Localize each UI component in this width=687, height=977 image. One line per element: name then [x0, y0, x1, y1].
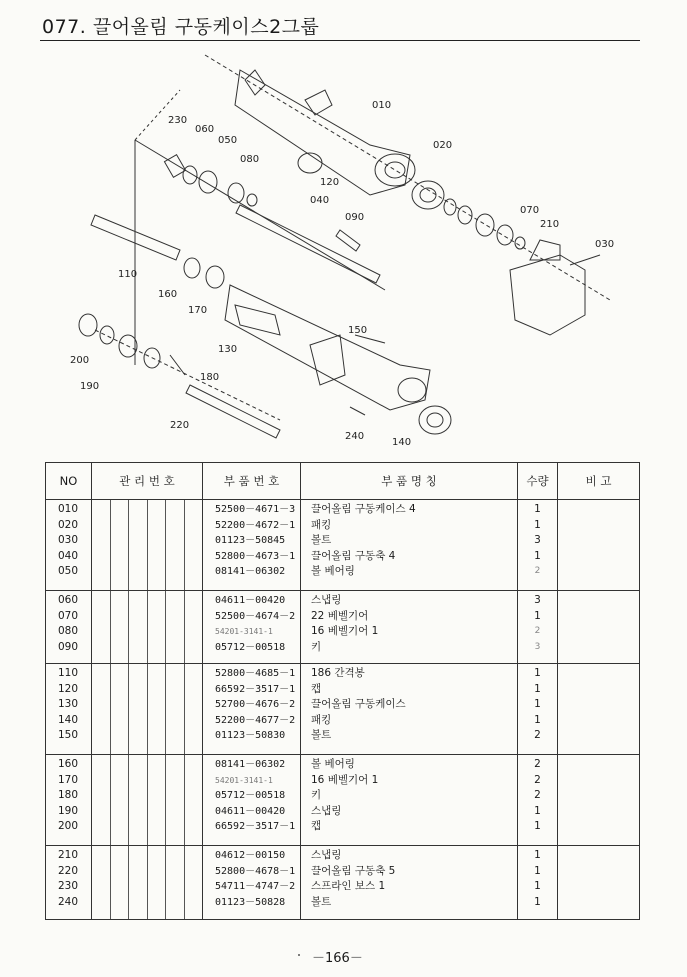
- cell-no-value: 170: [58, 773, 79, 786]
- cell-no-value: 030: [58, 534, 79, 546]
- cell-mgmt: [92, 500, 203, 591]
- cell-no-value: 050: [58, 565, 79, 577]
- cell-qty-value: 2: [534, 729, 541, 742]
- callout-040: 040: [310, 195, 330, 206]
- cell-mgmt: [92, 755, 203, 846]
- cell-qty-value: 1: [534, 895, 541, 908]
- cell-qty-value: 2: [534, 789, 541, 802]
- cell-part-name: [301, 664, 518, 755]
- cell-part-name-value: 16 베벨기어 1: [311, 625, 379, 637]
- callout-120: 120: [320, 177, 340, 188]
- cell-no-value: 110: [58, 667, 79, 680]
- title-rule: [40, 40, 640, 41]
- cell-part-number-value: 52700－4676－2: [215, 699, 296, 711]
- cell-qty: [518, 846, 558, 920]
- cell-part-number: [203, 846, 301, 920]
- cell-part-number-value: 05712－00518: [215, 790, 286, 802]
- table-row-group: [46, 500, 640, 591]
- table-row-group: [46, 755, 640, 846]
- callout-030: 030: [595, 239, 615, 250]
- cell-part-number: [203, 755, 301, 846]
- cell-no-value: 160: [58, 758, 79, 771]
- cell-qty-value: 1: [534, 682, 541, 695]
- cell-part-number-value: 66592－3517－1: [215, 683, 296, 695]
- cell-qty-value: 1: [534, 518, 541, 531]
- callout-160: 160: [158, 289, 178, 300]
- callout-080: 080: [240, 154, 260, 165]
- cell-part-name-value: 스냅링: [311, 804, 342, 817]
- header-remark: 비 고: [558, 463, 640, 500]
- header-no: NO: [46, 463, 92, 500]
- page-title: 077. 끌어올림 구동케이스2그룹: [42, 16, 320, 38]
- cell-no-value: 230: [58, 880, 79, 893]
- cell-no-value: 020: [58, 518, 79, 531]
- callout-060: 060: [195, 124, 215, 135]
- cell-part-number-value: 08141－06302: [215, 759, 286, 771]
- cell-part-number-value: 52200－4672－1: [215, 519, 296, 531]
- cell-qty-value: 1: [534, 503, 541, 515]
- callout-140: 140: [392, 437, 412, 448]
- cell-remark: [558, 755, 640, 846]
- callout-010: 010: [372, 100, 392, 111]
- cell-no: [46, 664, 92, 755]
- cell-qty-value: 2: [534, 758, 541, 771]
- cell-part-number: [203, 591, 301, 664]
- callout-230: 230: [168, 115, 188, 126]
- cell-part-name-value: 186 간격봉: [311, 667, 365, 680]
- cell-no-value: 240: [58, 895, 79, 908]
- parts-table: [45, 462, 640, 920]
- callout-200: 200: [70, 355, 90, 366]
- cell-part-name-value: 패킹: [311, 713, 332, 726]
- cell-qty-value: 1: [534, 713, 541, 726]
- cell-no-value: 200: [58, 820, 79, 833]
- cell-part-number-value: 52200－4677－2: [215, 714, 296, 726]
- cell-no: [46, 755, 92, 846]
- header-mgmt: 관 리 번 호: [92, 463, 203, 500]
- cell-qty: [518, 591, 558, 664]
- header-part-name: 부 품 명 칭: [301, 463, 518, 500]
- callout-240: 240: [345, 431, 365, 442]
- cell-part-name-value: 볼 베어링: [311, 758, 355, 771]
- cell-no-value: 220: [58, 864, 79, 877]
- cell-no-value: 070: [58, 609, 79, 622]
- cell-qty-value: 1: [534, 820, 541, 833]
- callout-110: 110: [118, 269, 138, 280]
- cell-part-number-value: 04611－00420: [215, 595, 286, 606]
- cell-part-name-value: 볼 베어링: [311, 565, 355, 577]
- cell-part-name-value: 캡: [311, 820, 322, 833]
- cell-no-value: 140: [58, 713, 79, 726]
- table-row-group: [46, 591, 640, 664]
- scan-dot: [298, 954, 300, 956]
- cell-part-number-value: 66592－3517－1: [215, 821, 296, 833]
- table-row-group: [46, 664, 640, 755]
- cell-qty: [518, 500, 558, 591]
- cell-part-number-value: 54711－4747－2: [215, 881, 296, 893]
- callout-150: 150: [348, 325, 368, 336]
- cell-no-value: 080: [58, 625, 79, 637]
- cell-qty: [518, 755, 558, 846]
- cell-part-number-value: 52800－4678－1: [215, 865, 296, 877]
- cell-part-number-value: 01123－50828: [215, 896, 286, 908]
- cell-part-number-value: 04612－00150: [215, 850, 286, 862]
- cell-remark: [558, 591, 640, 664]
- diagram-callouts: [70, 100, 614, 448]
- cell-no-value: 120: [58, 682, 79, 695]
- cell-no-value: 150: [58, 729, 79, 742]
- cell-part-number-value: 52500－4671－3: [215, 504, 296, 515]
- cell-part-number: [203, 664, 301, 755]
- cell-qty-value: 2: [534, 566, 541, 576]
- cell-part-name: [301, 500, 518, 591]
- cell-no: [46, 846, 92, 920]
- cell-part-name-value: 끌어올림 구동축 4: [311, 549, 396, 562]
- callout-190: 190: [80, 381, 100, 392]
- cell-part-name-value: 끌어올림 구동케이스 4: [311, 503, 416, 515]
- cell-remark: [558, 500, 640, 591]
- cell-no-value: 060: [58, 594, 79, 606]
- callout-180: 180: [200, 372, 220, 383]
- callout-070: 070: [520, 205, 540, 216]
- cell-part-name: [301, 755, 518, 846]
- cell-no-value: 180: [58, 789, 79, 802]
- cell-part-name-value: 키: [311, 789, 322, 802]
- cell-part-name-value: 볼트: [311, 895, 332, 908]
- cell-no-value: 190: [58, 804, 79, 817]
- cell-qty-value: 3: [534, 534, 541, 546]
- cell-part-name-value: 끌어올림 구동케이스: [311, 698, 406, 711]
- cell-no-value: 010: [58, 503, 79, 515]
- cell-part-number-value: 01123－50830: [215, 730, 286, 742]
- table-header-row: [46, 463, 640, 500]
- cell-no-value: 090: [58, 640, 79, 653]
- callout-050: 050: [218, 135, 238, 146]
- cell-qty-value: 3: [534, 641, 541, 652]
- cell-part-name-value: 볼트: [311, 729, 332, 742]
- cell-qty-value: 1: [534, 849, 541, 862]
- cell-qty-value: 1: [534, 609, 541, 622]
- cell-mgmt: [92, 846, 203, 920]
- cell-part-name: [301, 846, 518, 920]
- cell-mgmt: [92, 591, 203, 664]
- callout-090: 090: [345, 212, 365, 223]
- mgmt-subcolumns: [92, 500, 202, 590]
- cell-part-number-value: 01123－50845: [215, 535, 286, 546]
- cell-qty-value: 1: [534, 698, 541, 711]
- cell-mgmt: [92, 664, 203, 755]
- cell-qty-value: 1: [534, 880, 541, 893]
- callout-020: 020: [433, 140, 453, 151]
- cell-no: [46, 591, 92, 664]
- cell-qty-value: 1: [534, 864, 541, 877]
- cell-part-number-value: 52800－4685－1: [215, 668, 296, 680]
- table-row-group: [46, 846, 640, 920]
- cell-qty-value: 2: [534, 773, 541, 786]
- cell-part-number-value: 05712－00518: [215, 641, 286, 653]
- mgmt-subcolumns: [92, 846, 202, 919]
- callout-220: 220: [170, 420, 190, 431]
- mgmt-subcolumns: [92, 664, 202, 754]
- cell-qty-value: 2: [534, 626, 541, 636]
- cell-qty-value: 1: [534, 549, 541, 562]
- cell-part-number-value: 52500－4674－2: [215, 610, 296, 622]
- cell-no-value: 210: [58, 849, 79, 862]
- cell-part-name-value: 스프라인 보스 1: [311, 880, 386, 893]
- cell-part-name-value: 캡: [311, 682, 322, 695]
- cell-part-number: [203, 500, 301, 591]
- cell-qty-value: 1: [534, 667, 541, 680]
- cell-part-number-value: 04611－00420: [215, 805, 286, 817]
- cell-part-name-value: 끌어올림 구동축 5: [311, 864, 396, 877]
- cell-qty-value: 1: [534, 804, 541, 817]
- cell-part-name-value: 볼트: [311, 534, 332, 546]
- header-part-number: 부 품 번 호: [203, 463, 301, 500]
- cell-no: [46, 500, 92, 591]
- cell-part-name-value: 스냅링: [311, 849, 342, 862]
- cell-part-number-value: 08141－06302: [215, 566, 286, 577]
- callout-210: 210: [540, 219, 560, 230]
- cell-part-name-value: 16 베벨기어 1: [311, 773, 379, 786]
- cell-part-name: [301, 591, 518, 664]
- cell-no-value: 130: [58, 698, 79, 711]
- cell-remark: [558, 846, 640, 920]
- cell-remark: [558, 664, 640, 755]
- page-number: －166－: [312, 951, 363, 966]
- callout-170: 170: [188, 305, 208, 316]
- cell-qty: [518, 664, 558, 755]
- cell-part-number-value: 54201-3141-1: [215, 775, 273, 785]
- mgmt-subcolumns: [92, 755, 202, 845]
- cell-qty-value: 3: [534, 594, 541, 606]
- cell-part-number-value: 52800－4673－1: [215, 550, 296, 562]
- mgmt-subcolumns: [92, 591, 202, 663]
- cell-part-name-value: 패킹: [311, 518, 332, 531]
- cell-part-number-value: 54201-3141-1: [215, 627, 273, 636]
- cell-part-name-value: 키: [311, 640, 322, 653]
- exploded-parts-diagram: [40, 45, 640, 455]
- header-qty: 수량: [518, 463, 558, 500]
- cell-part-name-value: 스냅링: [311, 594, 342, 606]
- cell-no-value: 040: [58, 549, 79, 562]
- cell-part-name-value: 22 베벨기어: [311, 609, 369, 622]
- callout-130: 130: [218, 344, 238, 355]
